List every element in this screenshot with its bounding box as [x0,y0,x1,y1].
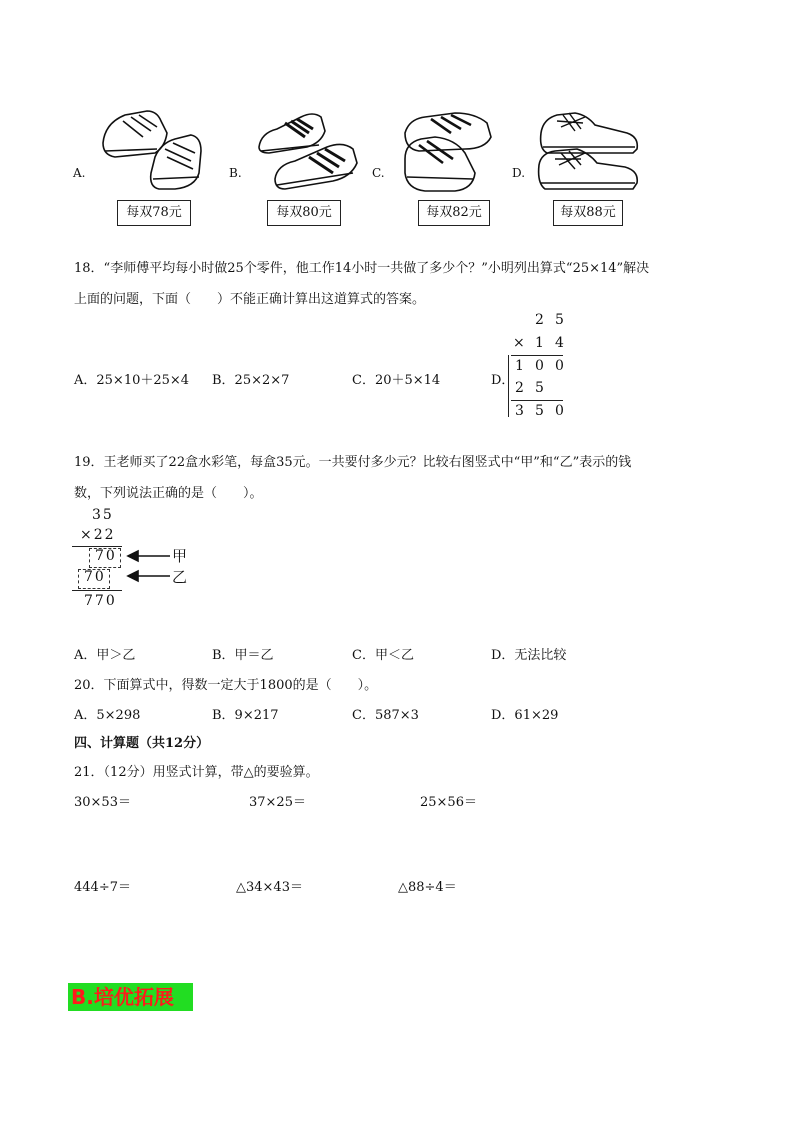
q18-digit: 4 [555,335,564,351]
q18-rule-line [511,400,563,401]
calc-item: △34×43＝ [236,880,303,895]
q19-rule-line [72,590,122,591]
q20-option-a: A．5×298 [74,708,141,723]
option-letter-b: B. [229,166,242,180]
q18-option-d: D． [491,373,515,388]
q18-text-line1: 18．“李师傅平均每小时做25个零件，他工作14小时一共做了多少个？”小明列出算式“25×14”解决 [74,261,650,276]
q18-digit: 1 [515,358,524,374]
q19-text-line2: 数，下列说法正确的是（ ）。 [74,486,263,501]
q18-digit: 3 [515,403,524,419]
price-tag-a: 每双78元 [117,200,191,226]
q18-rule-line [511,355,563,356]
q18-bracket-line [508,355,509,417]
q19-label-yi: 乙 [172,568,188,586]
q19-label-jia: 甲 [172,547,188,565]
q19-text-line1: 19．王老师买了22盒水彩笔，每盒35元。一共要付多少元？比较右图竖式中“甲”和“乙”表示的钱 [74,455,632,470]
q19-product: 770 [84,593,117,609]
calc-item: 30×53＝ [74,795,131,810]
q18-option-b: B．25×2×7 [212,373,290,388]
section-4-title: 四、计算题（共12分） [74,736,210,751]
q19-partial-product-1: 70 [95,548,117,564]
strap-shoes-icon [395,103,505,195]
q18-text-line2: 上面的问题，下面（ ）不能正确计算出这道算式的答案。 [74,292,426,307]
q18-option-c: C．20＋5×14 [352,373,441,388]
price-tag-b: 每双80元 [267,200,341,226]
q19-rule-line [72,546,122,547]
q20-option-d: D．61×29 [491,708,559,723]
calc-item: 25×56＝ [420,795,477,810]
q19-option-a: A．甲＞乙 [74,648,136,663]
price-tag-d: 每双88元 [553,200,623,226]
q18-digit: 0 [555,403,564,419]
q19-row-multiplier: ×22 [80,527,116,543]
q19-partial-product-2: 70 [84,569,106,585]
lace-up-shoes-icon [535,103,645,195]
calc-item: 37×25＝ [249,795,306,810]
q19-option-b: B．甲＝乙 [212,648,274,663]
q19-option-d: D．无法比较 [491,648,567,663]
q20-option-c: C．587×3 [352,708,419,723]
section-b-banner: B.培优拓展 [68,983,193,1011]
q21-text: 21．（12分）用竖式计算，带△的要验算。 [74,765,319,780]
calc-item: 444÷7＝ [74,880,131,895]
q18-digit: 5 [535,380,544,396]
q18-digit: 2 [515,380,524,396]
velcro-sneakers-icon [95,103,205,195]
q19-option-c: C．甲＜乙 [352,648,414,663]
q18-digit: 0 [555,358,564,374]
q19-row-multiplicand: 35 [92,507,114,523]
q18-digit: 5 [535,403,544,419]
calc-item: △88÷4＝ [398,880,457,895]
q18-digit: 0 [535,358,544,374]
q20-text: 20．下面算式中，得数一定大于1800的是（ ）。 [74,678,378,693]
q18-digit: 5 [555,312,564,328]
q18-digit: 1 [535,335,544,351]
q20-option-b: B．9×217 [212,708,279,723]
q18-option-a: A．25×10＋25×4 [74,373,190,388]
option-letter-a: A. [73,166,86,180]
option-letter-c: C. [372,166,385,180]
q18-digit: 2 [535,312,544,328]
q18-multiply-sign: × [513,335,525,351]
price-tag-c: 每双82元 [418,200,490,226]
q19-arrows [126,548,172,592]
option-letter-d: D. [512,166,526,180]
slip-on-shoes-icon [255,103,365,195]
